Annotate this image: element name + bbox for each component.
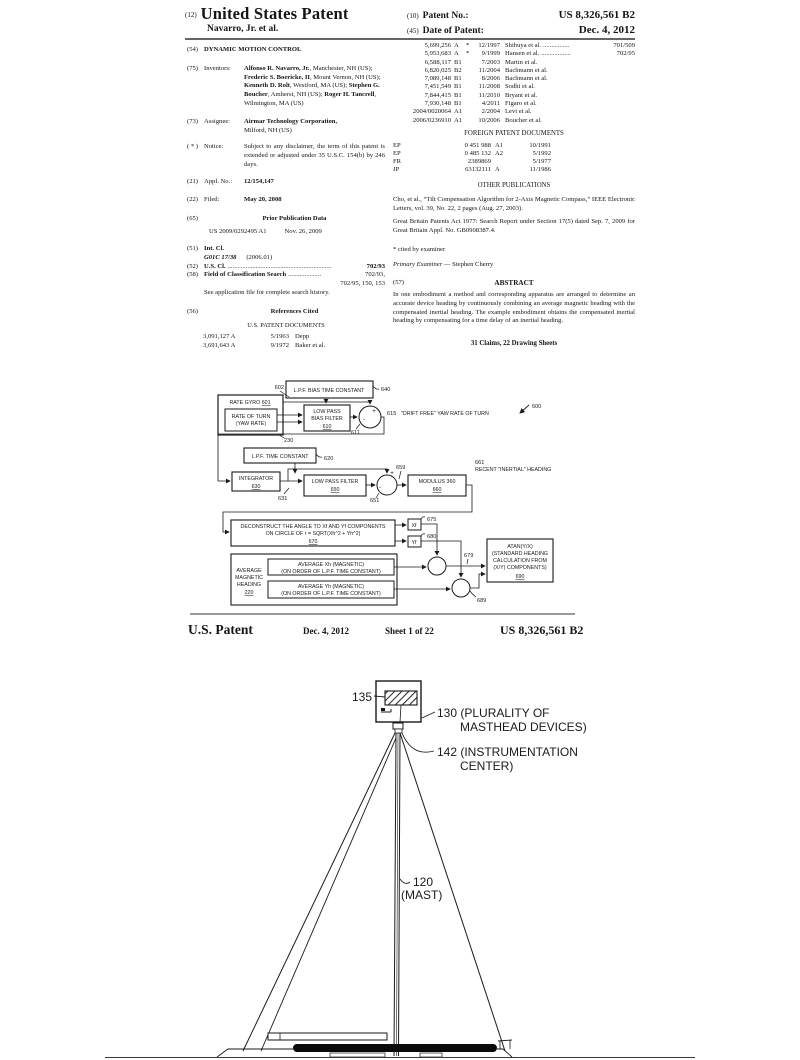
ref-660: 660	[432, 487, 442, 493]
wire	[283, 402, 370, 404]
patent-number: US 8,326,561 B2	[558, 9, 635, 21]
ref-142b: CENTER)	[460, 759, 514, 773]
stern-deck-line	[497, 1049, 512, 1057]
uscl-label: U.S. Cl.	[204, 262, 226, 270]
p2-date: Dec. 4, 2012	[303, 626, 349, 636]
ref-690: 690	[515, 574, 525, 580]
field-51: (51)	[187, 244, 198, 252]
citation-row: 2004/0020064 A1 2/2004 Levi et al.	[412, 108, 532, 116]
foreign-row: EP 0 451 988 A1 10/1991	[393, 141, 551, 149]
us-ref-row: 3,691,643 A 9/1972 Baker et al.	[203, 341, 326, 349]
leader-120	[400, 879, 410, 883]
field-21: (21)	[187, 177, 198, 185]
refs-title: References Cited	[270, 307, 319, 315]
label-integrator: INTEGRATOR	[238, 476, 274, 482]
prior-pub-title: Prior Publication Data	[262, 215, 327, 223]
leader-640	[373, 386, 379, 389]
field-search-row2	[187, 280, 385, 289]
examiner-name: — Stephen Cherry	[442, 261, 494, 269]
jib-stay	[261, 738, 396, 1051]
wire	[470, 574, 485, 588]
us-refs-list	[187, 333, 385, 350]
kind-code-45: (45)	[407, 27, 419, 35]
field-57: (57)	[393, 279, 404, 287]
cabin-outline	[330, 1053, 385, 1057]
intcl-row	[187, 245, 385, 263]
inventors-row	[187, 65, 385, 109]
label-yf: Yf	[411, 540, 417, 546]
p2-patent-number: US 8,326,561 B2	[500, 623, 584, 637]
label-atan-2: (STANDARD HEADING	[491, 551, 549, 557]
label-xf: Xf	[411, 523, 417, 529]
label-yaw-rate: (YAW RATE)	[235, 421, 267, 427]
page2-header	[188, 620, 638, 644]
label-atan-1: ATAN(Y/X)	[507, 544, 533, 550]
field-58: (58)	[187, 271, 198, 279]
label-deconstruct-1: DECONSTRUCT THE ANGLE TO Xf AND Yf COMPONENTS	[240, 524, 386, 530]
us-pat-docs-title: U.S. PATENT DOCUMENTS	[247, 321, 325, 329]
label-lpf-bias: L.P.F. BIAS TIME CONSTANT	[293, 388, 365, 394]
multiplier-junction-b	[452, 579, 470, 597]
figure-block-diagram	[180, 372, 620, 615]
label-deconstruct-2: ON CIRCLE OF r = SQRT(Xh^2 + Yh^2)	[265, 531, 361, 537]
label-heading: HEADING	[236, 582, 262, 588]
ref-640: 640	[381, 387, 391, 393]
field-54: (54)	[187, 46, 198, 53]
p2-brand: U.S. Patent	[188, 622, 253, 637]
ref-220: 220	[244, 590, 254, 596]
appl-label: Appl. No.:	[204, 177, 233, 185]
assignee-label: Assignee:	[204, 117, 231, 125]
masthead-device-135	[385, 691, 417, 705]
label-average-xh-2: (ON ORDER OF L.P.F. TIME CONSTANT)	[281, 569, 381, 575]
examiner-label: Primary Examiner	[393, 261, 443, 269]
field-search-label: Field of Classification Search	[204, 271, 287, 279]
boom	[268, 1033, 387, 1040]
ref-679: 679	[464, 553, 474, 559]
citations-list	[393, 42, 635, 125]
citation-row: 7,930,148 B1 4/2011 Figaro et al.	[424, 100, 537, 108]
ref-120: 120	[413, 875, 434, 889]
uscl-value: 702/93	[366, 262, 385, 270]
field-73: (73)	[187, 117, 198, 125]
ref-120b: (MAST)	[401, 888, 443, 902]
abstract-head	[393, 279, 635, 288]
citation-row: 7,844,415 B1 11/2010 Bryant et al.	[424, 91, 538, 99]
leader-680	[421, 534, 425, 536]
citation-row: 5,699,256 A * 12/1997 Shibuya et al. ................ 701/509	[424, 42, 635, 49]
leader-142	[402, 733, 434, 752]
header-right	[407, 8, 635, 38]
deck-rail-bar	[293, 1044, 497, 1052]
mast-line	[399, 733, 401, 1056]
patent-date: Dec. 4, 2012	[578, 24, 635, 36]
foreign-row: EP 0 485 132 A2 5/1992	[393, 149, 551, 157]
uscl-dots: ...............................................................	[227, 262, 332, 270]
label-atan-4: (X/Y) COMPONENTS)	[493, 565, 547, 571]
label-rate-of-turn: RATE OF TURN	[231, 414, 271, 420]
appl-row	[187, 178, 385, 187]
ref-670: 670	[308, 539, 318, 545]
instrumentation-center-base	[395, 729, 402, 733]
patent-no-label: Patent No.:	[422, 11, 469, 21]
label-average-xh: AVERAGE Xh (MAGNETIC)	[297, 562, 365, 568]
assignee-value: Airmar Technology Corporation, Milford, NH (US)	[244, 117, 338, 134]
us-ref-row: 3,091,127 A 5/1963 Depp	[203, 333, 310, 341]
ref-675: 675	[427, 517, 437, 523]
plus-sign: +	[390, 470, 394, 477]
filed-row	[187, 196, 385, 205]
notice-row	[187, 143, 385, 169]
citation-row: 7,451,549 B1 11/2008 Sodhi et al.	[424, 83, 535, 91]
wind-vane-icon	[381, 708, 385, 711]
claims-line: 31 Claims, 22 Drawing Sheets	[470, 340, 558, 348]
leader-631	[284, 488, 289, 494]
field-search-row	[187, 271, 385, 280]
leader-620	[316, 454, 322, 457]
page-separator	[190, 613, 575, 615]
plus-sign: +	[372, 408, 376, 415]
left-column	[187, 46, 385, 350]
label-average-yh: AVERAGE Yh (MAGNETIC)	[297, 584, 365, 590]
field-search-note	[187, 289, 385, 298]
label-lpf-time: L.P.F. TIME CONSTANT	[251, 454, 309, 460]
field-search-value: 702/93,	[365, 271, 385, 279]
abstract-text: In one embodiment a method and corresponding apparatus are arranged to determine an accurate device heading by continuously combining an average magnetic heading with the compensated inertial heading. The example embodiment obtains the compensated inertial heading by compensating for a time delay of an inertial heading.	[393, 290, 635, 325]
ref-650: 650	[330, 487, 340, 493]
fig-600-arrow	[520, 405, 529, 413]
minus-sign: -	[378, 484, 382, 491]
label-average-yh-2: (ON ORDER OF L.P.F. TIME CONSTANT)	[281, 591, 381, 597]
citation-row: 6,588,117 B1 7/2003 Martin et al.	[424, 58, 538, 66]
filed-value: May 20, 2008	[244, 195, 282, 203]
ref-680: 680	[427, 534, 437, 540]
foreign-row: JP 63132111 A 11/1986	[393, 166, 551, 174]
multiplier-junction-a	[428, 557, 446, 575]
figure-sailboat	[100, 660, 700, 1060]
ref-631: 631	[278, 496, 288, 502]
header-left	[185, 5, 405, 34]
ref-600: 600	[532, 404, 542, 410]
other-pubs-title: OTHER PUBLICATIONS	[477, 181, 551, 189]
intcl-value: Int. Cl. G01C 17/38 (2006.01)	[204, 244, 273, 261]
citation-row: 5,953,683 A * 9/1999 Hansen et al. .................. 702/95	[424, 50, 635, 58]
invention-title: DYNAMIC MOTION CONTROL	[204, 46, 302, 53]
label-drift-free: "DRIFT FREE" YAW RATE OF TURN	[401, 411, 489, 417]
prior-pub-number: US 2009/0292495 A1	[209, 228, 267, 236]
ref-615: 615	[387, 411, 397, 417]
cockpit-outline	[420, 1053, 442, 1057]
leader-689	[470, 591, 476, 597]
box-rate-of-turn	[225, 409, 277, 431]
foreign-docs-list	[393, 142, 635, 175]
cited-by-examiner: * cited by examiner	[393, 245, 446, 253]
label-atan-3: CALCULATION FROM	[493, 558, 547, 564]
label-recent-inertial: RECENT "INERTIAL" HEADING	[475, 467, 552, 473]
appl-value: 12/154,147	[244, 177, 274, 185]
ref-230: 230	[284, 438, 294, 444]
search-history-note: See application file for complete search history.	[204, 288, 330, 296]
minus-sign: -	[362, 416, 366, 423]
inventors-list: Alfonso R. Navarro, Jr., Manchester, NH (US); Frederic S. Boericke, II, Mount Vernon, NH (US); Kenneth D. Rolt, Westford, MA (US); Stephen G. Boucher, Amherst, NH (US); Roger H. Tancrell, Wilmington, MA (US)	[244, 64, 381, 107]
label-modulus: MODULUS 360	[418, 479, 456, 485]
kind-code-10: (10)	[407, 12, 419, 20]
ref-130b: MASTHEAD DEVICES)	[460, 720, 587, 734]
right-column	[393, 42, 635, 349]
label-magnetic: MAGNETIC	[235, 575, 263, 581]
citation-row: 7,089,148 B1 8/2006 Bachmann et al.	[424, 75, 548, 83]
label-bias-filter: BIAS FILTER	[311, 416, 343, 422]
filed-label: Filed:	[204, 195, 220, 203]
foreign-row: FR 2389869 5/1977	[393, 158, 551, 166]
publication-1: Cho, et al., “Tilt Compensation Algorithm for 2-Axis Magnetic Compass,” IEEE Electronic Letters, vol. 39, No. 22, 2 pages (Aug. 27, 2003).	[393, 196, 635, 213]
ref-630: 630	[251, 484, 261, 490]
leader-679	[467, 559, 468, 564]
label-low-pass-filter: LOW PASS FILTER	[311, 479, 359, 485]
inventors-label: Inventors:	[204, 64, 231, 72]
prior-pub-head	[187, 215, 385, 224]
citation-row: 6,820,025 B2 11/2004 Bachmann et al.	[424, 66, 548, 74]
patent-authors: Navarro, Jr. et al.	[207, 24, 279, 34]
field-75: (75)	[187, 64, 198, 72]
citation-row: 2006/0236910 A1 10/2006 Boucher et al.	[412, 116, 542, 124]
assignee-row	[187, 118, 385, 136]
p2-sheet: Sheet 1 of 22	[385, 626, 434, 636]
leader-130	[422, 712, 435, 718]
field-search-value2: 702/95, 150, 153	[340, 280, 385, 288]
header-rule	[185, 38, 635, 40]
field-search-dots: ....................	[288, 271, 322, 279]
mast-line	[394, 733, 396, 1056]
instrumentation-center	[393, 723, 403, 729]
refs-head	[187, 308, 385, 317]
notice-label: Notice:	[204, 143, 224, 151]
leader-611	[356, 424, 360, 429]
prior-pub-data	[187, 228, 385, 237]
field-65: (65)	[187, 215, 198, 223]
notice-text: Subject to any disclaimer, the term of this patent is extended or adjusted under 35 U.S.C. 154(b) by 246 days.	[244, 143, 385, 168]
mast-line	[397, 733, 399, 1056]
ref-135: 135	[351, 690, 372, 704]
ref-620: 620	[324, 456, 334, 462]
ref-689: 689	[477, 598, 487, 604]
ref-651: 651	[370, 498, 380, 504]
invention-title-row	[187, 46, 385, 55]
label-low-pass: LOW PASS	[313, 409, 341, 415]
leader-602	[280, 391, 289, 397]
forestay	[243, 733, 395, 1051]
ref-659: 659	[396, 465, 406, 471]
abstract-title: ABSTRACT	[494, 279, 534, 288]
field-52: (52)	[187, 262, 198, 270]
kind-code-12: (12)	[185, 11, 197, 19]
date-label: Date of Patent:	[422, 26, 484, 36]
leader-675	[421, 517, 425, 519]
uscl-row	[187, 263, 385, 272]
foreign-docs-title: FOREIGN PATENT DOCUMENTS	[464, 129, 564, 137]
field-56: (56)	[187, 307, 198, 315]
примary-examiner-row	[393, 261, 635, 270]
ref-661: 661	[475, 460, 485, 466]
ref-142: 142 (INSTRUMENTATION	[437, 745, 578, 759]
page-title: United States Patent	[200, 4, 349, 23]
label-average: AVERAGE	[236, 568, 262, 574]
label-rate-gyro: RATE GYRO 601	[229, 400, 271, 406]
field-22: (22)	[187, 195, 198, 203]
prior-pub-date: Nov. 26, 2009	[284, 228, 322, 236]
field-star: ( * )	[187, 143, 198, 151]
ref-610: 610	[322, 424, 332, 430]
ref-130: 130 (PLURALITY OF	[437, 706, 550, 720]
bow-deck-line	[217, 1049, 293, 1057]
ref-611: 611	[351, 430, 360, 436]
leader-659	[399, 471, 401, 479]
ref-602: 602	[274, 385, 284, 391]
publication-2: Great Britain Patents Act 1977: Search Report under Section 17(5) dated Sep. 7, 2009 for Great Britain Appl. No. GB0908387.4.	[393, 217, 635, 234]
